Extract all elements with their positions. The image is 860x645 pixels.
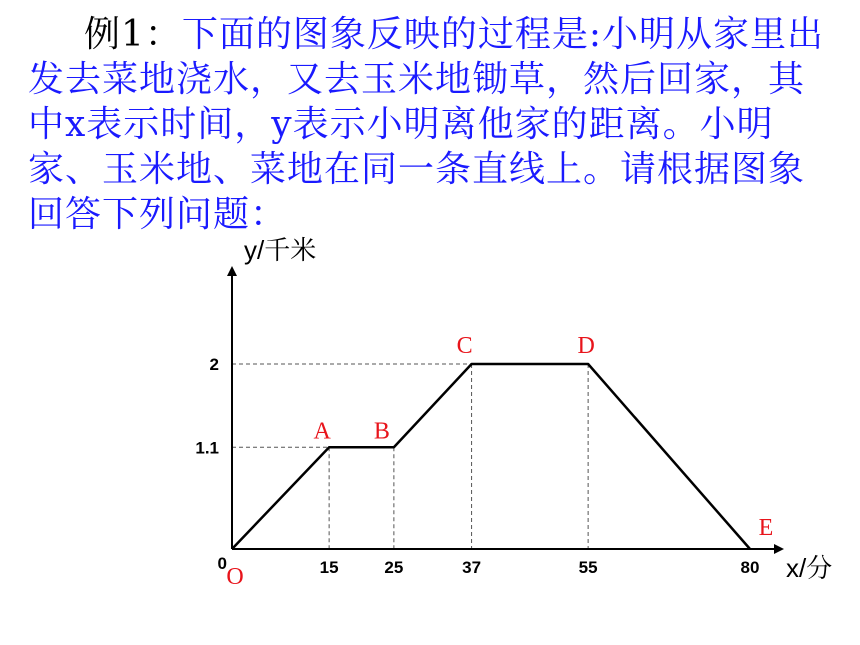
- point-label-o: O: [226, 564, 244, 590]
- x-tick-label: 80: [740, 558, 760, 577]
- point-label-b: B: [373, 418, 390, 445]
- point-label-e: E: [758, 515, 774, 541]
- x-tick-label: 25: [384, 558, 404, 577]
- x-tick-label: 15: [319, 558, 339, 577]
- point-labels: [226, 333, 773, 590]
- origin-tick-label: 0: [217, 554, 227, 573]
- point-label-d: D: [577, 333, 595, 359]
- x-tick-label: 37: [462, 558, 482, 577]
- x-axis-label: x/分: [786, 553, 833, 583]
- x-tick-label: 55: [578, 558, 598, 577]
- point-label-a: A: [313, 418, 331, 445]
- y-tick-label: 1.1: [195, 438, 219, 458]
- distance-line: [232, 364, 750, 549]
- example-prefix: 例1：: [84, 14, 182, 55]
- problem-body: 下面的图象反映的过程是:小明从家里出发去菜地浇水，又去玉米地锄草，然后回家，其中x表示时间，y表示小明离他家的距离。小明家、玉米地、菜地在同一条直线上。请根据图象回答下列问题：: [28, 14, 825, 235]
- tick-labels: [195, 355, 759, 577]
- y-axis-label: y/千米: [244, 235, 317, 265]
- guide-lines: [232, 364, 588, 549]
- point-label-c: C: [456, 333, 473, 359]
- y-tick-label: 2: [209, 355, 219, 374]
